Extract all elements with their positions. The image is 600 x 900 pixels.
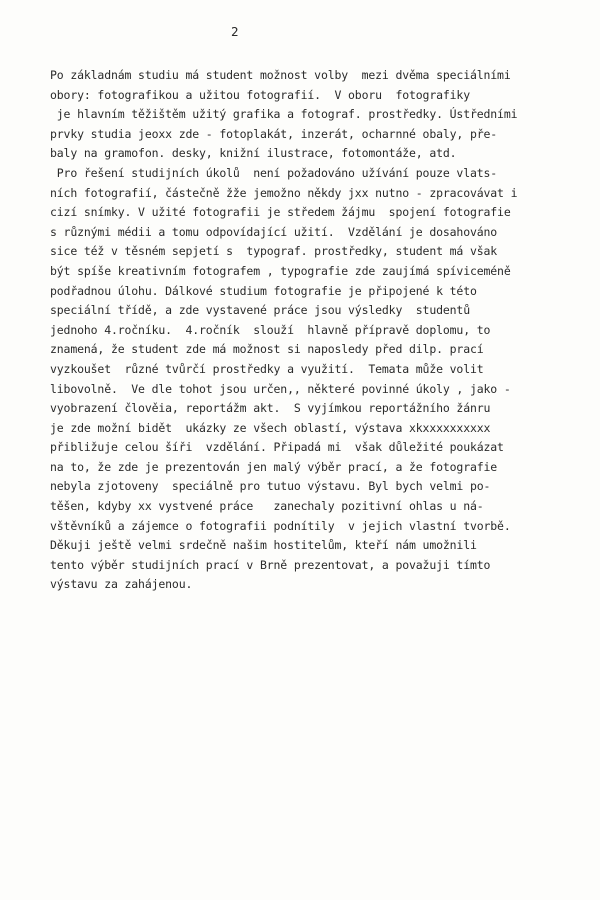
text-line: být spíše kreativním fotografem , typografie zde zaujímá spíviceméně bbox=[50, 263, 511, 278]
text-line: přibližuje celou šíři vzdělání. Připadá mi však důležité poukázat bbox=[50, 440, 504, 455]
text-line: je zde možní bidět ukázky ze všech oblastí, výstava xkxxxxxxxxxx bbox=[50, 420, 491, 435]
text-line: ních fotografií, částečně žže jemožno někdy jxx nutno - zpracovávat i bbox=[50, 185, 518, 200]
text-line: obory: fotografikou a užitou fotografií. V oboru fotografiky bbox=[50, 87, 470, 102]
text-line: nebyla zjotoveny speciálně pro tutuo výstavu. Byl bych velmi po- bbox=[50, 479, 491, 494]
text-line: Po základnám studiu má student možnost volby mezi dvěma speciálními bbox=[50, 68, 511, 82]
text-line: baly na gramofon. desky, knižní ilustrace, fotomontáže, atd. bbox=[50, 146, 457, 161]
text-line: sice též v těsném sepjetí s typograf. prostředky, student má však bbox=[50, 244, 498, 259]
text-line: jednoho 4.ročníku. 4.ročník slouží hlavně přípravě doplomu, to bbox=[50, 322, 491, 337]
text-line: Děkuji ještě velmi srdečně našim hostitelům, kteří nám umožnili bbox=[50, 538, 477, 553]
text-line: speciální třídě, a zde vystavené práce jsou výsledky studentů bbox=[50, 303, 470, 318]
text-line: znamená, že student zde má možnost si naposledy před dilp. prací bbox=[50, 342, 484, 357]
text-line: je hlavním těžištěm užitý grafika a fotograf. prostředky. Ústředními bbox=[50, 107, 518, 122]
text-line: libovolně. Ve dle tohot jsou určen,, některé povinné úkoly , jako - bbox=[50, 381, 511, 396]
page-number: 2 bbox=[231, 24, 239, 39]
text-line: těšen, kdyby xx vystvené práce zanechaly pozitivní ohlas u ná- bbox=[50, 499, 484, 514]
text-line: výstavu za zahájenou. bbox=[50, 577, 193, 592]
text-line: vštěvníků a zájemce o fotografii podnítily v jejich vlastní tvorbě. bbox=[50, 518, 511, 533]
text-line: vyobrazení člověia, reportážm akt. S vyjímkou reportážního žánru bbox=[50, 401, 491, 416]
text-line: s různými médii a tomu odpovídající užití. Vzdělání je dosahováno bbox=[50, 224, 498, 239]
text-line: tento výběr studijních prací v Brně prezentovat, a považuji tímto bbox=[50, 557, 491, 572]
text-line: Pro řešení studijních úkolů není požadováno užívání pouze vlats- bbox=[50, 165, 498, 180]
text-line: cizí snímky. V užité fotografii je středem žájmu spojení fotografie bbox=[50, 205, 511, 220]
text-line: prvky studia jeoxx zde - fotoplakát, inzerát, ocharnné obaly, pře- bbox=[50, 126, 498, 141]
text-line: na to, že zde je prezentován jen malý výběr prací, a že fotografie bbox=[50, 459, 498, 474]
text-line: podřadnou úlohu. Dálkové studium fotografie je připojené k této bbox=[50, 283, 477, 298]
body-text bbox=[50, 66, 590, 595]
text-line: vyzkoušet různé tvůrčí prostředky a využití. Temata může volit bbox=[50, 361, 484, 376]
